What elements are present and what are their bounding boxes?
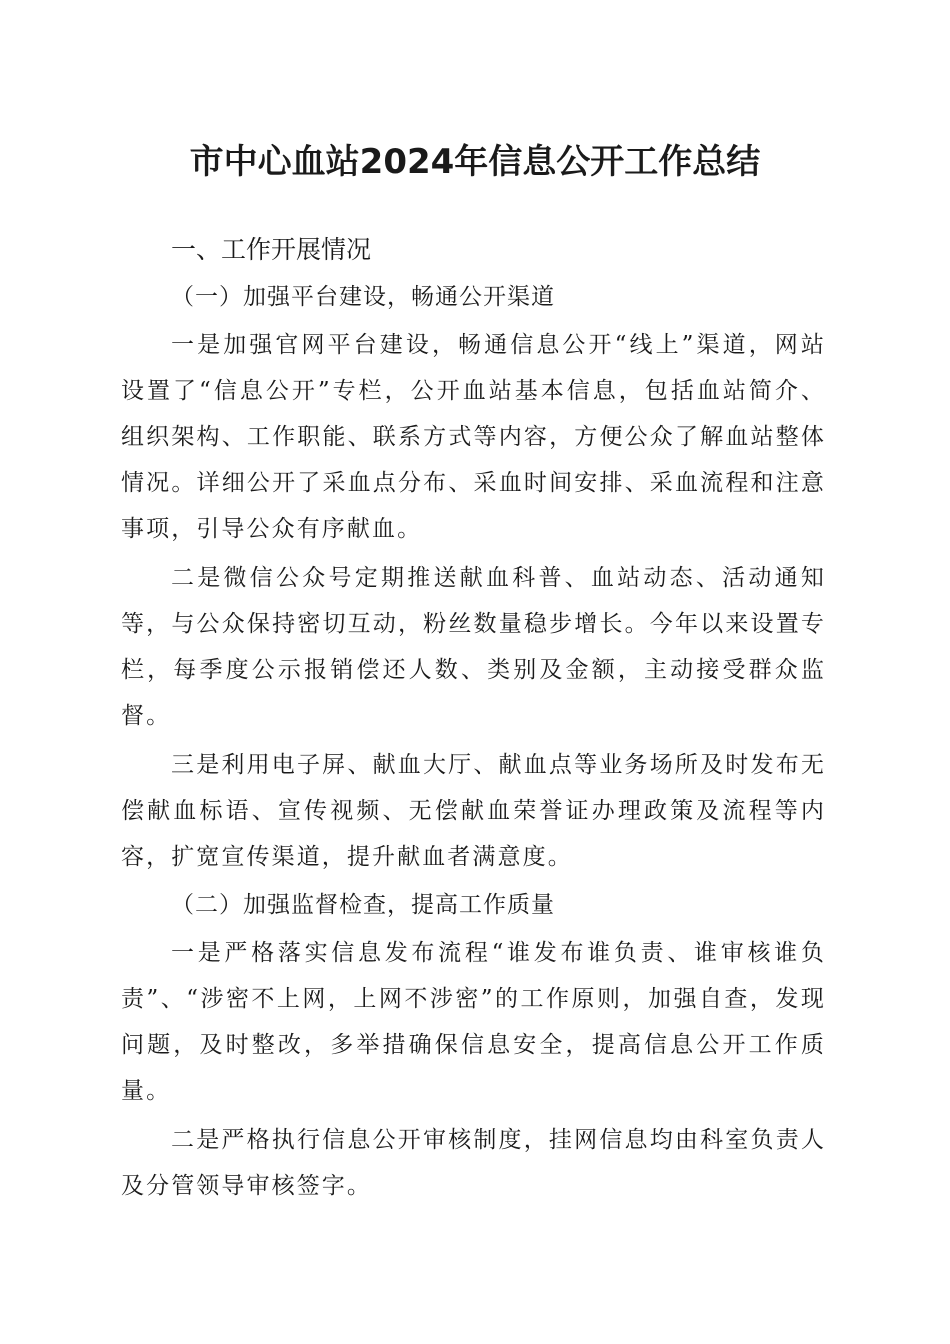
- paragraph-1: 一是加强官网平台建设，畅通信息公开“线上”渠道，网站设置了“信息公开”专栏，公开血站基本信息，包括血站简介、组织架构、工作职能、联系方式等内容，方便公众了解血站整体情况。详细公开了采血点分布、采血时间安排、采血流程和注意事项，引导公众有序献血。: [121, 332, 826, 542]
- section-heading: 一、工作开展情况: [171, 235, 372, 264]
- subsection-heading-1: （一）加强平台建设，畅通公开渠道: [171, 284, 555, 310]
- paragraph-3: 三是利用电子屏、献血大厅、献血点等业务场所及时发布无偿献血标语、宣传视频、无偿献血荣誉证办理政策及流程等内容，扩宽宣传渠道，提升献血者满意度。: [121, 752, 826, 870]
- document-body: [121, 226, 826, 1209]
- paragraph-2: 二是微信公众号定期推送献血科普、血站动态、活动通知等，与公众保持密切互动，粉丝数量稳步增长。今年以来设置专栏，每季度公示报销偿还人数、类别及金额，主动接受群众监督。: [121, 565, 826, 729]
- paragraph-5: 二是严格执行信息公开审核制度，挂网信息均由科室负责人及分管领导审核签字。: [121, 1127, 826, 1199]
- paragraph-4: 一是严格落实信息发布流程“谁发布谁负责、谁审核谁负责”、“涉密不上网，上网不涉密”的工作原则，加强自查，发现问题，及时整改，多举措确保信息安全，提高信息公开工作质量。: [121, 940, 826, 1104]
- document-title: 市中心血站2024年信息公开工作总结: [189, 142, 761, 182]
- subsection-heading-2: （二）加强监督检查，提高工作质量: [171, 892, 555, 918]
